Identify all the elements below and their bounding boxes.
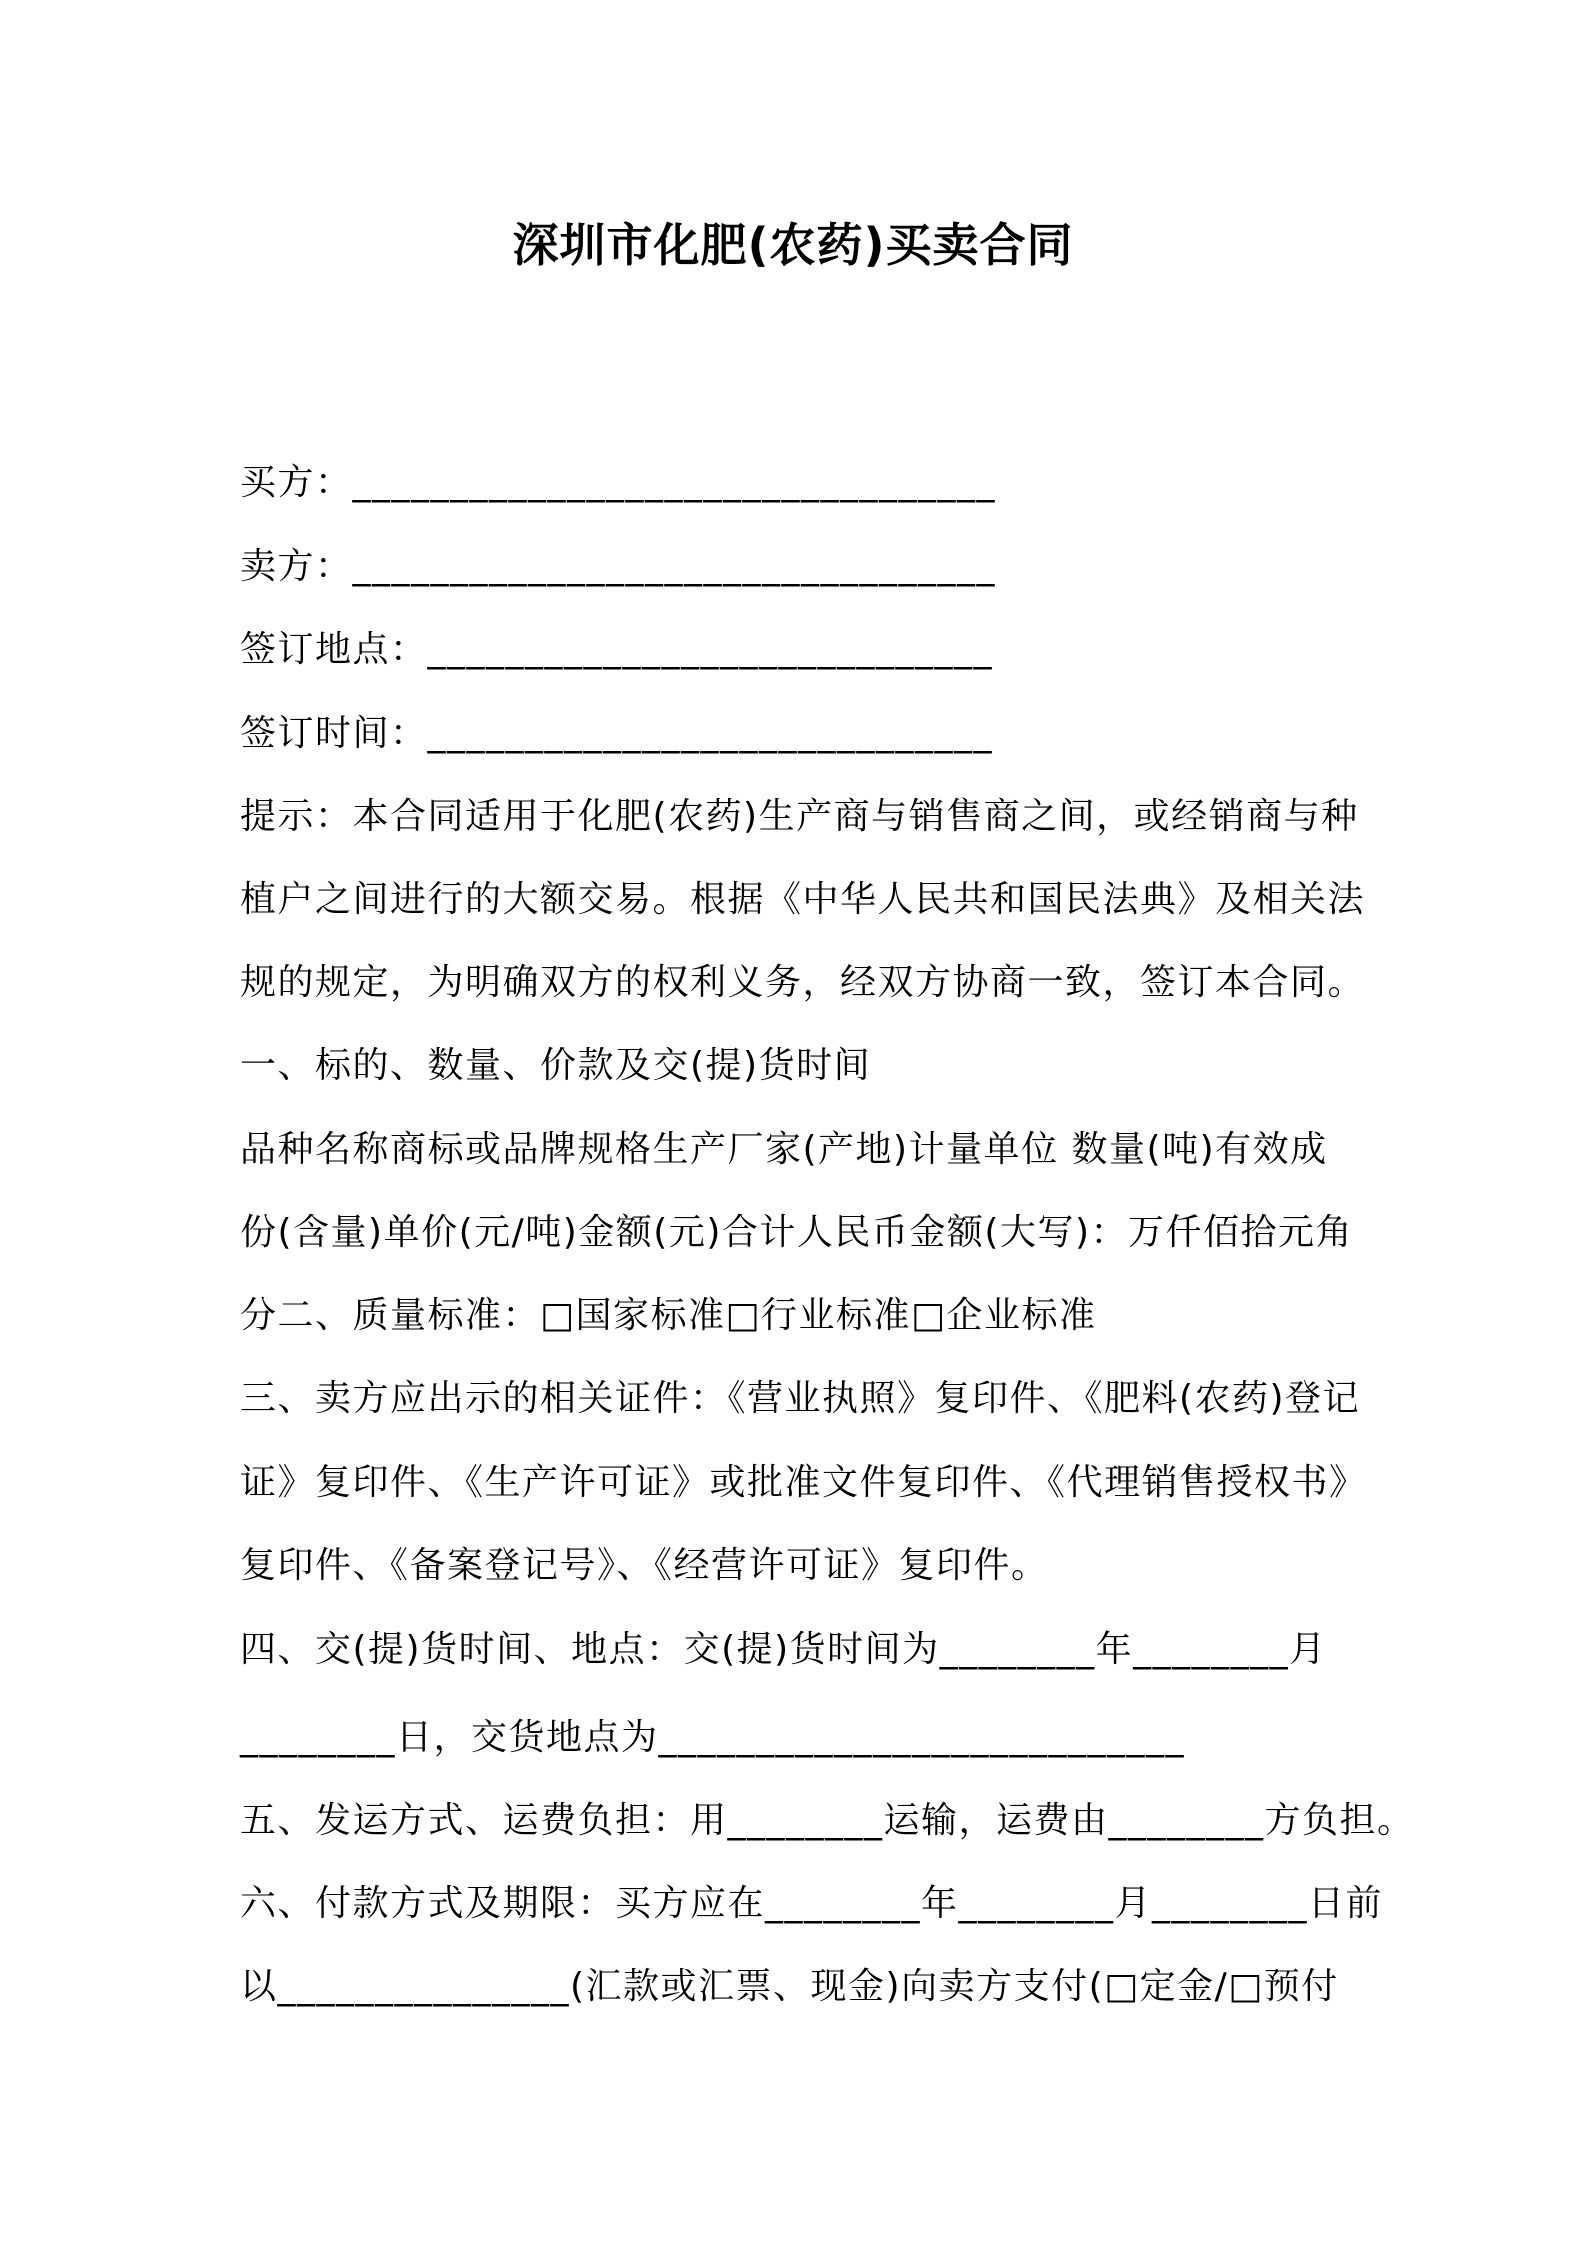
section-4-line-1: 四、交(提)货时间、地点：交(提)货时间为________年________月 <box>240 1629 1327 1670</box>
notice-line-3: 规的规定，为明确双方的权利义务，经双方协商一致，签订本合同。 <box>240 962 1366 1003</box>
section-5-line: 五、发运方式、运费负担：用________运输，运费由________方负担。 <box>240 1800 1415 1841</box>
section-3-line-2: 证》复印件、《生产许可证》或批准文件复印件、《代理销售授权书》 <box>240 1462 1367 1503</box>
notice-line-2: 植户之间进行的大额交易。根据《中华人民共和国民法典》及相关法 <box>240 879 1366 920</box>
signing-place-line: 签订地点：_____________________________ <box>240 629 994 670</box>
section-1-line-1: 品种名称商标或品牌规格生产厂家(产地)计量单位 数量(吨)有效成 <box>240 1129 1328 1170</box>
section-6-line-2: 以_______________(汇款或汇票、现金)向卖方支付(□定金/□预付 <box>240 1966 1339 2007</box>
section-6-line-1: 六、付款方式及期限：买方应在________年________月________日前 <box>240 1883 1384 1924</box>
section-3-line-3: 复印件、《备案登记号》、《经营许可证》复印件。 <box>240 1545 1049 1586</box>
seller-line: 卖方：_________________________________ <box>240 546 997 587</box>
section-1-line-2: 份(含量)单价(元/吨)金额(元)合计人民币金额(大写)：万仟佰拾元角 <box>240 1212 1353 1253</box>
section-3-line-1: 三、卖方应出示的相关证件：《营业执照》复印件、《肥料(农药)登记 <box>240 1378 1361 1419</box>
section-1-heading: 一、标的、数量、价款及交(提)货时间 <box>240 1045 872 1086</box>
section-4-line-2: ________日，交货地点为___________________________ <box>240 1717 1186 1758</box>
buyer-line: 买方：_________________________________ <box>240 462 997 503</box>
notice-line-1: 提示：本合同适用于化肥(农药)生产商与销售商之间，或经销商与种 <box>240 796 1359 837</box>
section-2-line: 分二、质量标准：□国家标准□行业标准□企业标准 <box>240 1295 1097 1336</box>
signing-time-line: 签订时间：_____________________________ <box>240 713 994 754</box>
document-title: 深圳市化肥(农药)买卖合同 <box>512 218 1074 272</box>
